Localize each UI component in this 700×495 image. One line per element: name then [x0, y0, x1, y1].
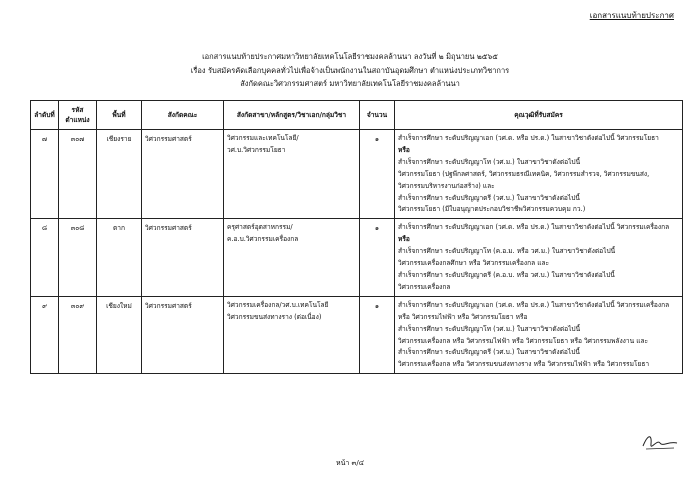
- table-row: [31, 130, 683, 219]
- header-line-1: เอกสารแนบท้ายประกาศมหาวิทยาลัยเทคโนโลยีราชมงคลล้านนา ลงวันที่ ๒ มิถุนายน ๒๕๖๕: [202, 52, 498, 61]
- document-header: [0, 50, 700, 91]
- cell-program: [224, 219, 360, 296]
- cell-no: ๘: [31, 219, 59, 296]
- qualification-line: วิศวกรรมเครื่องกล: [398, 282, 451, 291]
- col-faculty: สังกัดคณะ: [142, 101, 224, 130]
- qualification-line: วิศวกรรมเครื่องกล หรือ วิศวกรรมขนส่งทางราง หรือ วิศวกรรมไฟฟ้า หรือ วิศวกรรมโยธา: [398, 360, 650, 369]
- qualification-line: วิศวกรรมโยธา (มีใบอนุญาตประกอบวิชาชีพวิศวกรรมควบคุม กว.): [398, 205, 586, 214]
- recruitment-table: [30, 100, 683, 374]
- qualification-line: วิศวกรรมเครื่องกล หรือ วิศวกรรมไฟฟ้า หรือ วิศวกรรมโยธา หรือ วิศวกรรมพลังงาน และ: [398, 336, 649, 345]
- qualification-line: สำเร็จการศึกษา ระดับปริญญาเอก (วศ.ด. หรือ ปร.ด.) ในสาขาวิชาดังต่อไปนี้ วิศวกรรมเครื่องกล: [398, 300, 670, 309]
- qualification-line: หรือ: [398, 145, 410, 154]
- program-line: ค.อ.บ.วิศวกรรมเครื่องกล: [227, 235, 299, 244]
- qualification-line: สำเร็จการศึกษา ระดับปริญญาโท (ค.อ.ม. หรือ วศ.ม.) ในสาขาวิชาดังต่อไปนี้: [398, 247, 616, 256]
- program-line: วิศวกรรมขนส่งทางราง (ต่อเนื่อง): [227, 312, 322, 321]
- annex-label: เอกสารแนบท้ายประกาศ: [589, 11, 674, 20]
- qualification-line: สำเร็จการศึกษา ระดับปริญญาตรี (วศ.บ.) ในสาขาวิชาดังต่อไปนี้: [398, 348, 580, 357]
- signature-mark: [640, 431, 680, 453]
- table-header-row: [31, 101, 683, 130]
- program-line: วศ.บ.วิศวกรรมโยธา: [227, 145, 286, 154]
- qualification-line: วิศวกรรมโยธา (ปฐพีกลศาสตร์, วิศวกรรมธรณีเทคนิค, วิศวกรรมสำรวจ, วิศวกรรมขนส่ง,: [398, 169, 650, 178]
- qualification-line: สำเร็จการศึกษา ระดับปริญญาเอก (วศ.ด. หรือ ปร.ด.) ในสาขาวิชาดังต่อไปนี้ วิศวกรรมโยธา: [398, 134, 659, 142]
- header-line-2: เรื่อง รับสมัครคัดเลือกบุคคลทั่วไปเพื่อจ้างเป็นพนักงานในสถาบันอุดมศึกษา ตำแหน่งประเภทวิชาการ: [190, 65, 510, 75]
- cell-qualification: [395, 296, 683, 373]
- cell-code: ๓๐๘: [59, 219, 97, 296]
- cell-area: เชียงใหม่: [97, 296, 142, 373]
- cell-no: ๙: [31, 296, 59, 373]
- program-line: วิศวกรรมเครื่องกล/วศ.บ.เทคโนโลยี: [227, 300, 329, 309]
- col-qualification: คุณวุฒิที่รับสมัคร: [395, 101, 683, 130]
- col-area: พื้นที่: [97, 101, 142, 130]
- cell-code: ๓๐๗: [59, 130, 97, 219]
- qualification-line: สำเร็จการศึกษา ระดับปริญญาโท (วศ.ม.) ในสาขาวิชาดังต่อไปนี้: [398, 324, 581, 333]
- qualification-line: สำเร็จการศึกษา ระดับปริญญาโท (วศ.ม.) ในสาขาวิชาดังต่อไปนี้: [398, 157, 581, 166]
- table-row: [31, 296, 683, 373]
- cell-qualification: [395, 219, 683, 296]
- program-line: ครุศาสตร์อุตสาหกรรม/: [227, 223, 293, 232]
- col-program: สังกัดสาขา/หลักสูตร/วิชาเอก/กลุ่มวิชา: [224, 101, 360, 130]
- qualification-line: หรือ: [398, 235, 410, 244]
- program-line: วิศวกรรมและเทคโนโลยี/: [227, 134, 299, 142]
- page-number: หน้า ๓/๔: [336, 459, 364, 467]
- cell-qualification: [395, 130, 683, 219]
- qualification-line: วิศวกรรมเครื่องกลศึกษา หรือ วิศวกรรมเครื่องกล และ: [398, 259, 550, 268]
- cell-area: เชียงราย: [97, 130, 142, 219]
- cell-faculty: วิศวกรรมศาสตร์: [142, 219, 224, 296]
- cell-program: [224, 296, 360, 373]
- cell-area: ตาก: [97, 219, 142, 296]
- qualification-line: วิศวกรรมบริหารงานก่อสร้าง) และ: [398, 181, 495, 190]
- table-row: [31, 219, 683, 296]
- qualification-line: สำเร็จการศึกษา ระดับปริญญาตรี (ค.อ.บ. หรือ วศ.บ.) ในสาขาวิชาดังต่อไปนี้: [398, 270, 615, 279]
- qualification-line: สำเร็จการศึกษา ระดับปริญญาตรี (วศ.บ.) ในสาขาวิชาดังต่อไปนี้: [398, 193, 580, 202]
- cell-faculty: วิศวกรรมศาสตร์: [142, 130, 224, 219]
- cell-count: ๑: [360, 219, 395, 296]
- col-no: ลำดับที่: [31, 101, 59, 130]
- header-line-3: สังกัดคณะวิศวกรรมศาสตร์ มหาวิทยาลัยเทคโนโลยีราชมงคลล้านนา: [240, 79, 460, 88]
- cell-program: [224, 130, 360, 219]
- cell-code: ๓๐๙: [59, 296, 97, 373]
- col-count: จำนวน: [360, 101, 395, 130]
- qualification-line: สำเร็จการศึกษา ระดับปริญญาเอก (วศ.ด. หรือ ปร.ด.) ในสาขาวิชาดังต่อไปนี้ วิศวกรรมเครื่องกล: [398, 223, 670, 232]
- qualification-line: หรือ วิศวกรรมไฟฟ้า หรือ วิศวกรรมโยธา หรือ: [398, 312, 528, 321]
- col-code: รหัสตำแหน่ง: [59, 101, 97, 130]
- cell-faculty: วิศวกรรมศาสตร์: [142, 296, 224, 373]
- cell-no: ๗: [31, 130, 59, 219]
- cell-count: ๑: [360, 130, 395, 219]
- cell-count: ๑: [360, 296, 395, 373]
